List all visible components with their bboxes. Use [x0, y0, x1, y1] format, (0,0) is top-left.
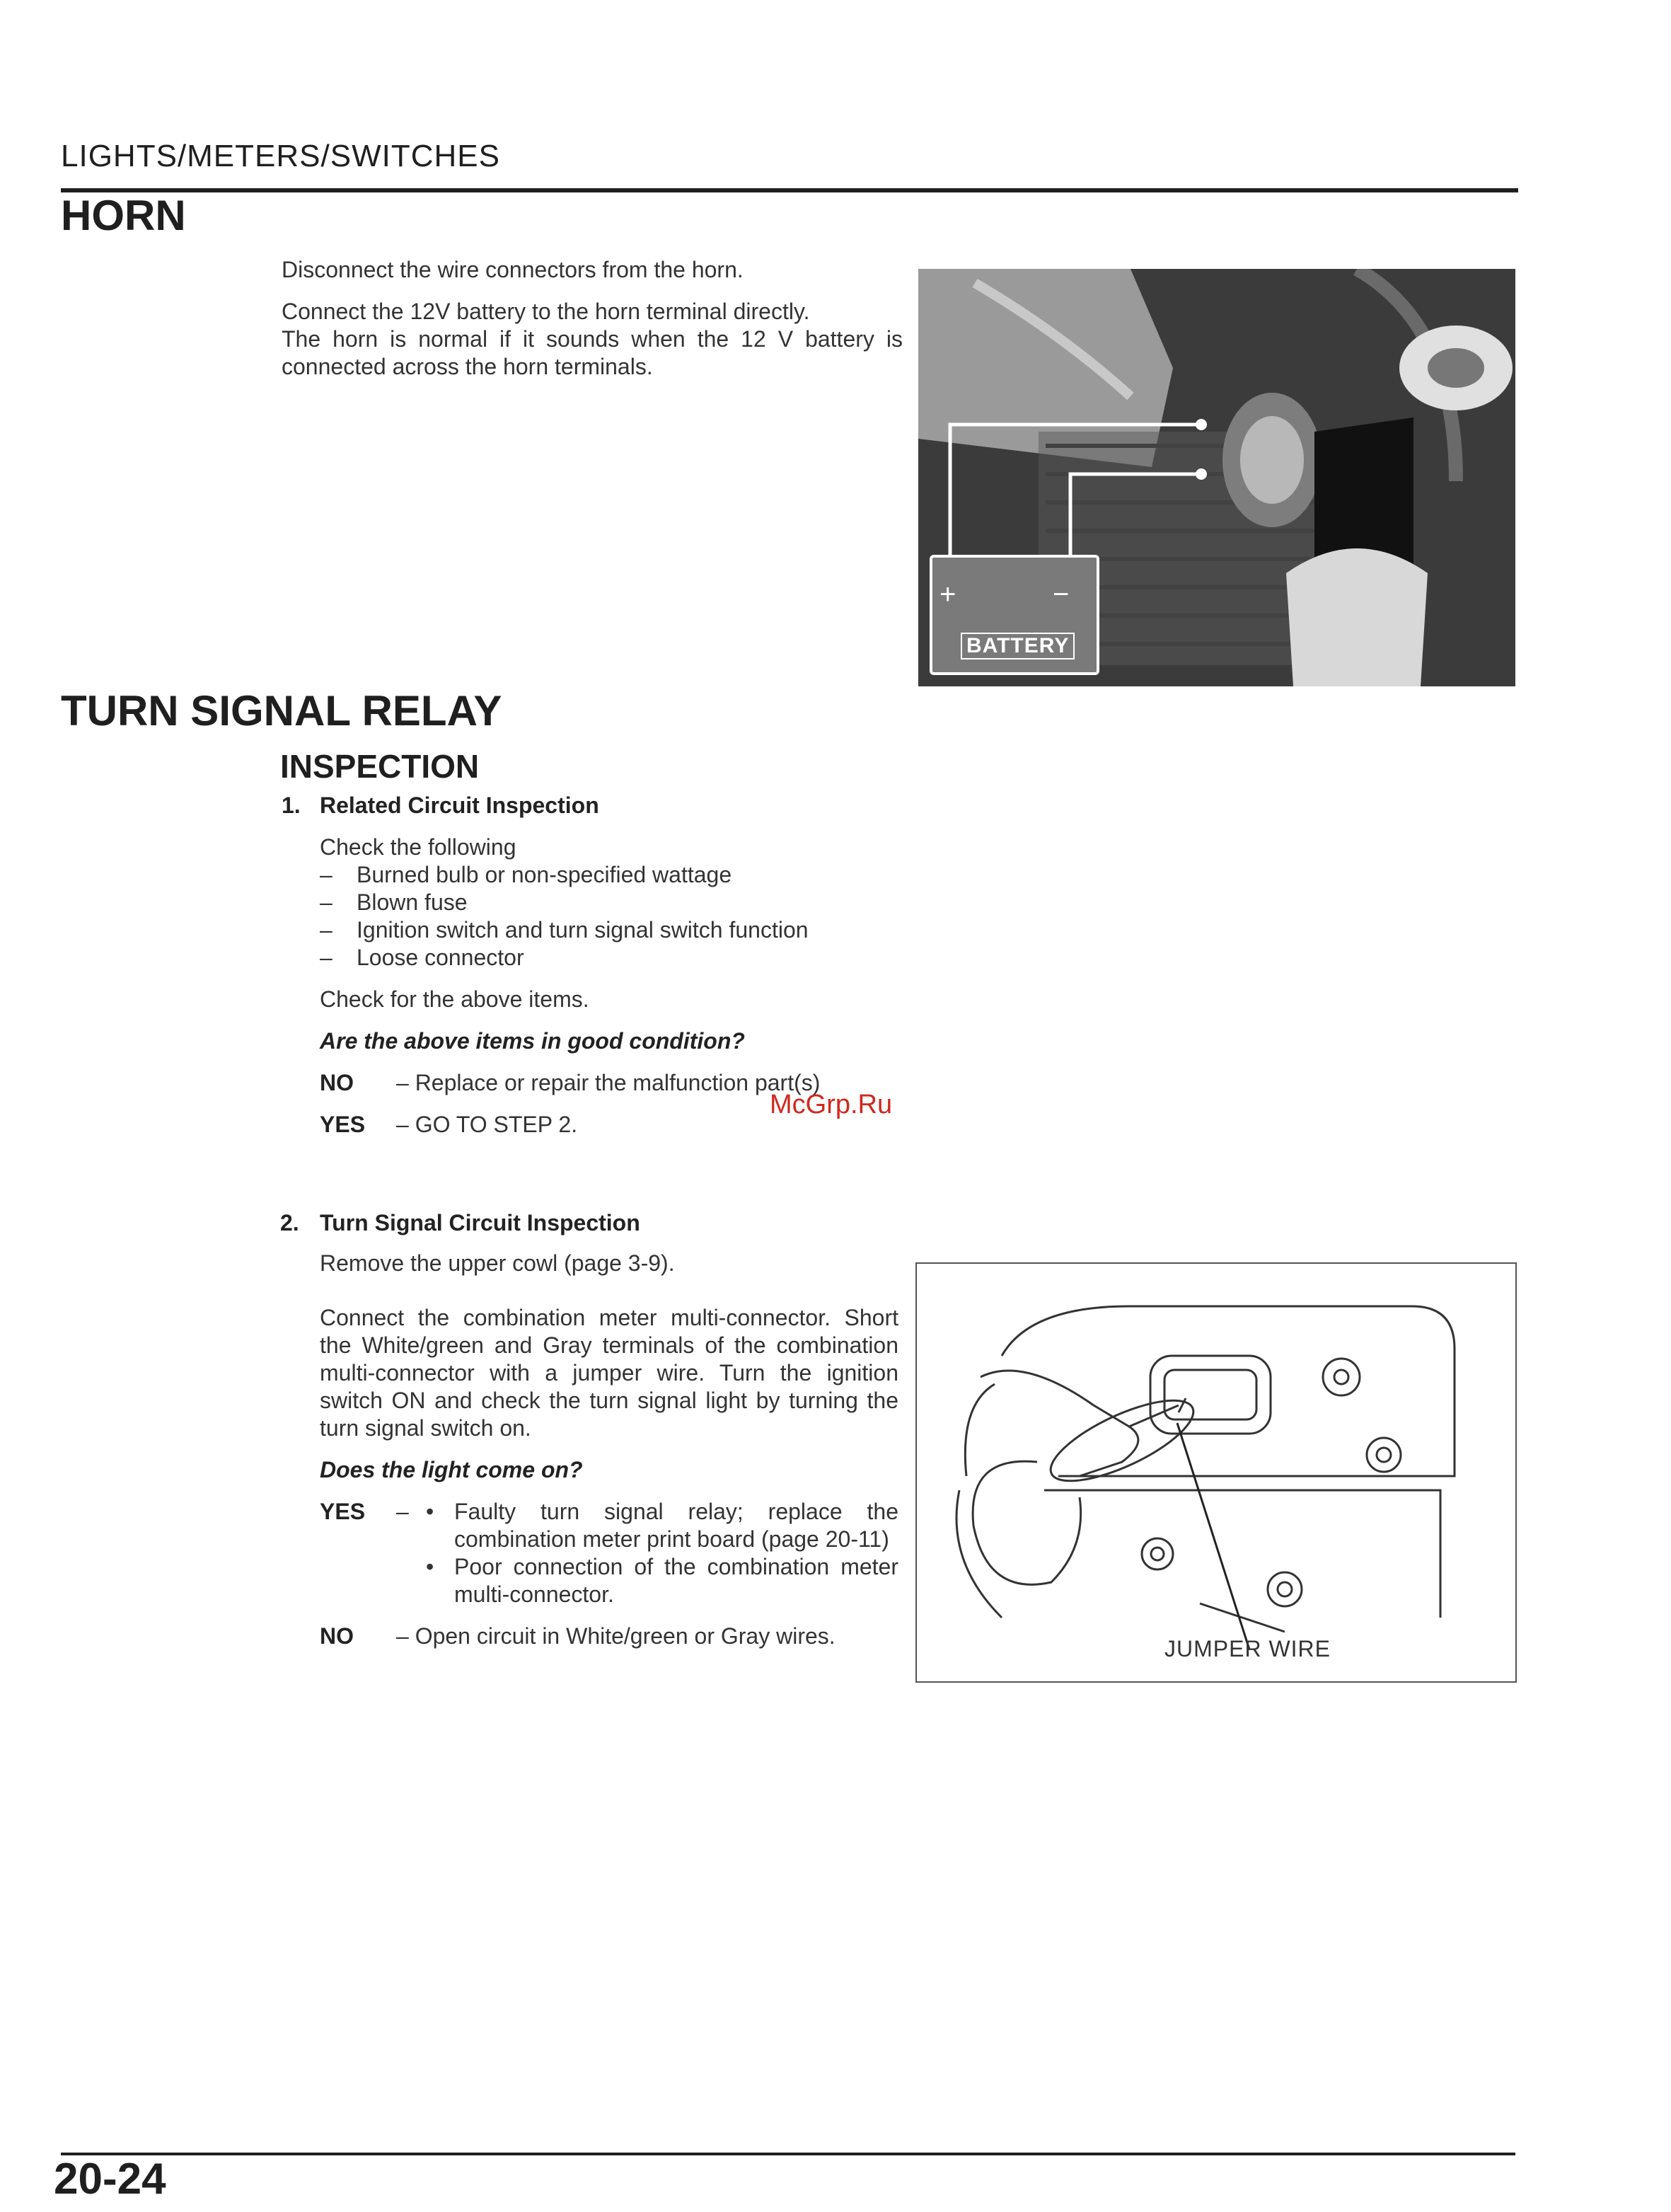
battery-icon — [930, 555, 1099, 675]
horn-paragraph-2: Connect the 12V battery to the horn terminal directly. — [282, 299, 810, 324]
list-item: – Loose connector — [320, 945, 524, 970]
step-2-connect: Connect the combination meter multi-connector. Short the White/green and Gray terminals of the combination multi-connector with a jumper wire. Turn the ignition switch ON and check the turn signal light by turning the turn signal switch on. — [320, 1305, 898, 1441]
step-2-yes: YES – • Faulty turn signal relay; replace the combination meter print board (page 20-11) • Poor connection of the combination meter multi-connector. — [320, 1499, 898, 1607]
horn-heading: HORN — [61, 192, 186, 239]
list-item: – Burned bulb or non-specified wattage — [320, 862, 732, 887]
jumper-wire-label: JUMPER WIRE — [1164, 1636, 1331, 1661]
step-2-body — [320, 1250, 898, 1650]
step-2-question: Does the light come on? — [320, 1457, 583, 1482]
battery-label: BATTERY — [961, 633, 1075, 659]
step-1-no: NO – Replace or repair the malfunction part(s) — [320, 1070, 821, 1095]
battery-plus: + — [939, 579, 956, 610]
list-item: – Ignition switch and turn signal switch function — [320, 917, 809, 943]
footer-rule — [61, 2153, 1515, 2155]
step-2-title: Turn Signal Circuit Inspection — [320, 1210, 640, 1235]
step-2-number: 2. — [280, 1210, 299, 1235]
battery-minus: − — [1053, 579, 1070, 610]
horn-paragraph-1: Disconnect the wire connectors from the horn. — [282, 257, 744, 282]
section-header: LIGHTS/METERS/SWITCHES — [61, 139, 500, 173]
step-1-intro: Check the following — [320, 834, 516, 860]
header-rule — [61, 188, 1518, 192]
jumper-wire-figure — [915, 1262, 1517, 1683]
step-1-check: Check for the above items. — [320, 986, 589, 1012]
watermark: McGrp.Ru — [770, 1090, 893, 1119]
inspection-heading: INSPECTION — [280, 748, 480, 785]
horn-paragraph-3: The horn is normal if it sounds when the 12 V battery is connected across the horn terminals. — [282, 326, 903, 379]
horn-text — [282, 256, 903, 381]
step-2-no: NO – Open circuit in White/green or Gray wires. — [320, 1623, 836, 1649]
horn-photo — [918, 269, 1515, 686]
step-2-remove: Remove the upper cowl (page 3-9). — [320, 1250, 675, 1276]
page-number: 20-24 — [54, 2155, 166, 2204]
list-item: – Blown fuse — [320, 889, 468, 915]
step-1-number: 1. — [282, 793, 301, 818]
step-1-title: Related Circuit Inspection — [320, 793, 599, 818]
turn-signal-heading: TURN SIGNAL RELAY — [61, 687, 502, 735]
step-1-yes: YES – GO TO STEP 2. — [320, 1112, 578, 1137]
step-1-question: Are the above items in good condition? — [320, 1028, 745, 1054]
